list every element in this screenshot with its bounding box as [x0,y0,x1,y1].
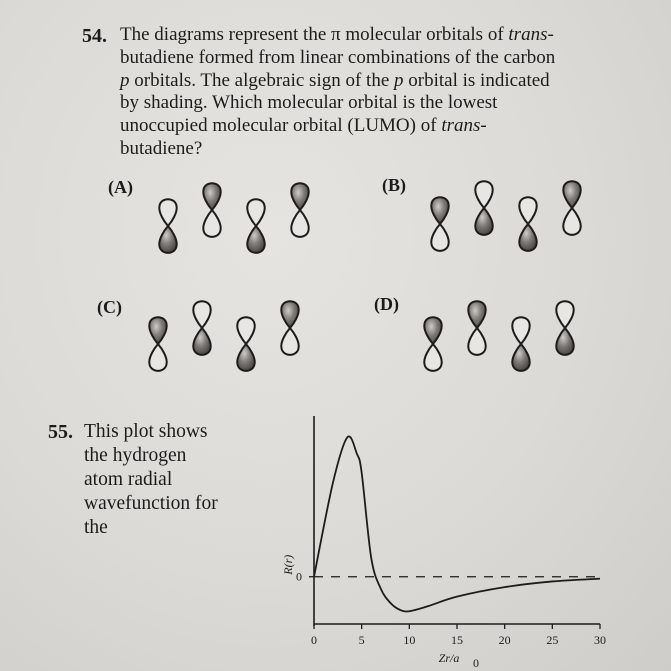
p-orbital-upper-lobe [519,197,536,224]
question-55-number: 55. [48,421,73,443]
q54-line-1-italic: trans- [508,24,554,45]
q55-line-3: atom radial [84,469,173,490]
p-orbital-upper-lobe [193,301,210,328]
x-tick-label: 20 [498,633,511,647]
p-orbital-lower-lobe [512,344,529,371]
p-orbital-lower-lobe [468,328,485,355]
x-tick-label: 5 [358,633,365,647]
y-axis-label: R(r) [281,554,295,575]
p-orbital-lower-lobe [431,224,448,251]
x-axis-label-subscript: 0 [473,656,479,670]
orbital-diagram-a[interactable] [159,183,308,253]
q54-line-3-italic-2: p [394,69,404,91]
p-orbital-lower-lobe [519,224,536,251]
y-zero-label: 0 [296,569,302,584]
orbital-diagrams [149,181,580,371]
x-tick-label: 30 [594,633,606,647]
option-a-label[interactable]: (A) [108,177,133,197]
p-orbital-lower-lobe [291,210,308,237]
x-axis-label: Zr/a [438,651,460,665]
x-tick-label: 0 [311,633,317,647]
option-d-label[interactable]: (D) [374,294,399,314]
option-b-label[interactable]: (B) [382,175,406,195]
radial-wavefunction-plot [281,416,606,670]
p-orbital-lower-lobe [475,208,492,235]
q54-line-5-italic: trans- [441,115,487,137]
p-orbital-upper-lobe [159,199,176,226]
question-54-number: 54. [82,25,107,47]
q55-line-2: the hydrogen [84,445,187,466]
p-orbital-upper-lobe [556,301,573,328]
orbital-diagram-c[interactable] [149,301,298,371]
x-tick-label: 25 [546,633,559,647]
option-c-label[interactable]: (C) [97,297,122,317]
p-orbital-lower-lobe [281,328,298,355]
p-orbital-lower-lobe [159,226,176,253]
q54-line-3-text-end: orbital is indicated [403,69,550,91]
p-orbital-upper-lobe [203,183,220,210]
p-orbital-upper-lobe [512,317,529,344]
q54-line-1-text: The diagrams represent the π molecular orbitals of [120,24,509,45]
q54-line-5-text: unoccupied molecular orbital (LUMO) of [120,115,442,137]
x-tick-label: 10 [403,633,416,647]
p-orbital-upper-lobe [431,197,448,224]
p-orbital-upper-lobe [247,199,264,226]
p-orbital-upper-lobe [475,181,492,208]
q54-line-4: by shading. Which molecular orbital is the lowest [120,92,498,114]
q54-line-3-italic-1: p [120,69,130,91]
q54-line-3-text: orbitals. The algebraic sign of the [129,69,395,91]
p-orbital-upper-lobe [237,317,254,344]
p-orbital-lower-lobe [237,344,254,371]
p-orbital-lower-lobe [247,226,264,253]
p-orbital-upper-lobe [424,317,441,344]
p-orbital-lower-lobe [556,328,573,355]
q54-line-6: butadiene? [120,137,203,159]
p-orbital-upper-lobe [149,317,166,344]
orbital-diagram-d[interactable] [424,301,573,371]
radial-wavefunction-curve [314,436,600,611]
p-orbital-upper-lobe [291,183,308,210]
q54-line-2: butadiene formed from linear combinations of the carbon [120,46,556,68]
p-orbital-lower-lobe [203,210,220,237]
q55-line-4: wavefunction for [84,493,218,514]
p-orbital-lower-lobe [149,344,166,371]
p-orbital-lower-lobe [193,328,210,355]
orbital-diagram-b[interactable] [431,181,580,251]
p-orbital-upper-lobe [563,181,580,208]
q55-line-1: This plot shows [84,421,208,442]
p-orbital-lower-lobe [563,208,580,235]
p-orbital-lower-lobe [424,344,441,371]
q55-line-5: the [84,517,108,538]
p-orbital-upper-lobe [468,301,485,328]
x-tick-label: 15 [451,633,463,647]
p-orbital-upper-lobe [281,301,298,328]
